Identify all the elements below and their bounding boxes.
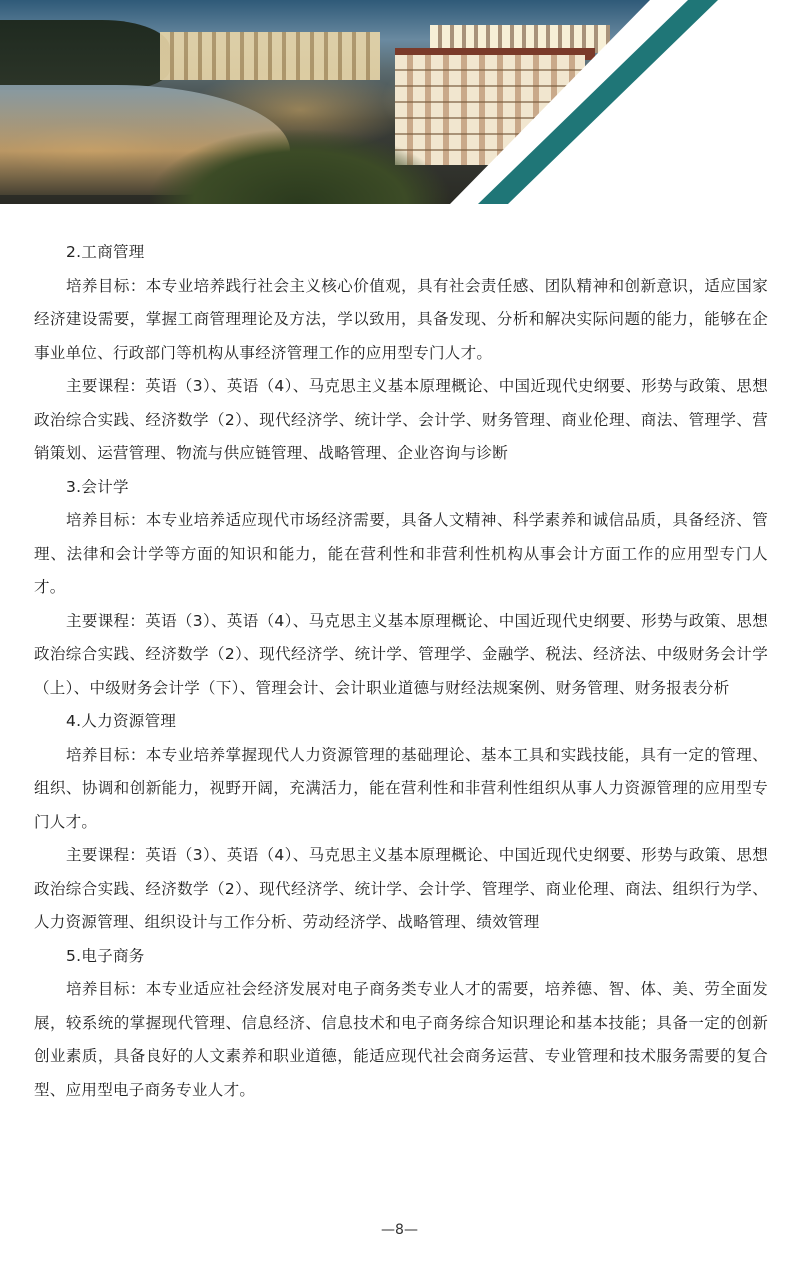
section-title: 3.会计学	[66, 477, 129, 496]
training-goal: 培养目标：本专业培养践行社会主义核心价值观，具有社会责任感、团队精神和创新意识，适应国家经济建设需要，掌握工商管理理论及方法，学以致用，具备发现、分析和解决实际问题的能力，能够在企事业单位、行政部门等机构从事经济管理工作的应用型专门人才。	[34, 276, 768, 362]
main-courses: 主要课程：英语（3）、英语（4）、马克思主义基本原理概论、中国近现代史纲要、形势与政策、思想政治综合实践、经济数学（2）、现代经济学、统计学、管理学、金融学、税法、经济法、中级财务会计学（上）、中级财务会计学（下）、管理会计、会计职业道德与财经法规案例、财务管理、财务报表分析	[34, 611, 768, 697]
training-goal: 培养目标：本专业培养适应现代市场经济需要，具备人文精神、科学素养和诚信品质，具备经济、管理、法律和会计学等方面的知识和能力，能在营利性和非营利性机构从事会计方面工作的应用型专门人才。	[34, 511, 768, 596]
main-courses: 主要课程：英语（3）、英语（4）、马克思主义基本原理概论、中国近现代史纲要、形势与政策、思想政治综合实践、经济数学（2）、现代经济学、统计学、会计学、管理学、商业伦理、商法、组织行为学、人力资源管理、组织设计与工作分析、劳动经济学、战略管理、绩效管理	[34, 846, 768, 931]
header-diagonal-accent	[0, 0, 799, 204]
section-title: 4.人力资源管理	[66, 712, 177, 730]
document-body	[34, 236, 768, 1107]
page-number: —8—	[381, 1222, 418, 1238]
header-photo	[0, 0, 799, 204]
training-goal: 培养目标：本专业适应社会经济发展对电子商务类专业人才的需要，培养德、智、体、美、劳全面发展，较系统的掌握现代管理、信息经济、信息技术和电子商务综合知识理论和基本技能；具备一定的创新创业素质，具备良好的人文素养和职业道德，能适应现代社会商务运营、专业管理和技术服务需要的复合型、应用型电子商务专业人才。	[34, 980, 768, 1099]
training-goal: 培养目标：本专业培养掌握现代人力资源管理的基础理论、基本工具和实践技能，具有一定的管理、组织、协调和创新能力，视野开阔，充满活力，能在营利性和非营利性组织从事人力资源管理的应用型专门人才。	[34, 745, 768, 831]
section-title: 2.工商管理	[66, 243, 145, 261]
main-courses: 主要课程：英语（3）、英语（4）、马克思主义基本原理概论、中国近现代史纲要、形势与政策、思想政治综合实践、经济数学（2）、现代经济学、统计学、会计学、财务管理、商业伦理、商法、管理学、营销策划、运营管理、物流与供应链管理、战略管理、企业咨询与诊断	[34, 377, 768, 462]
section-title: 5.电子商务	[66, 946, 145, 965]
